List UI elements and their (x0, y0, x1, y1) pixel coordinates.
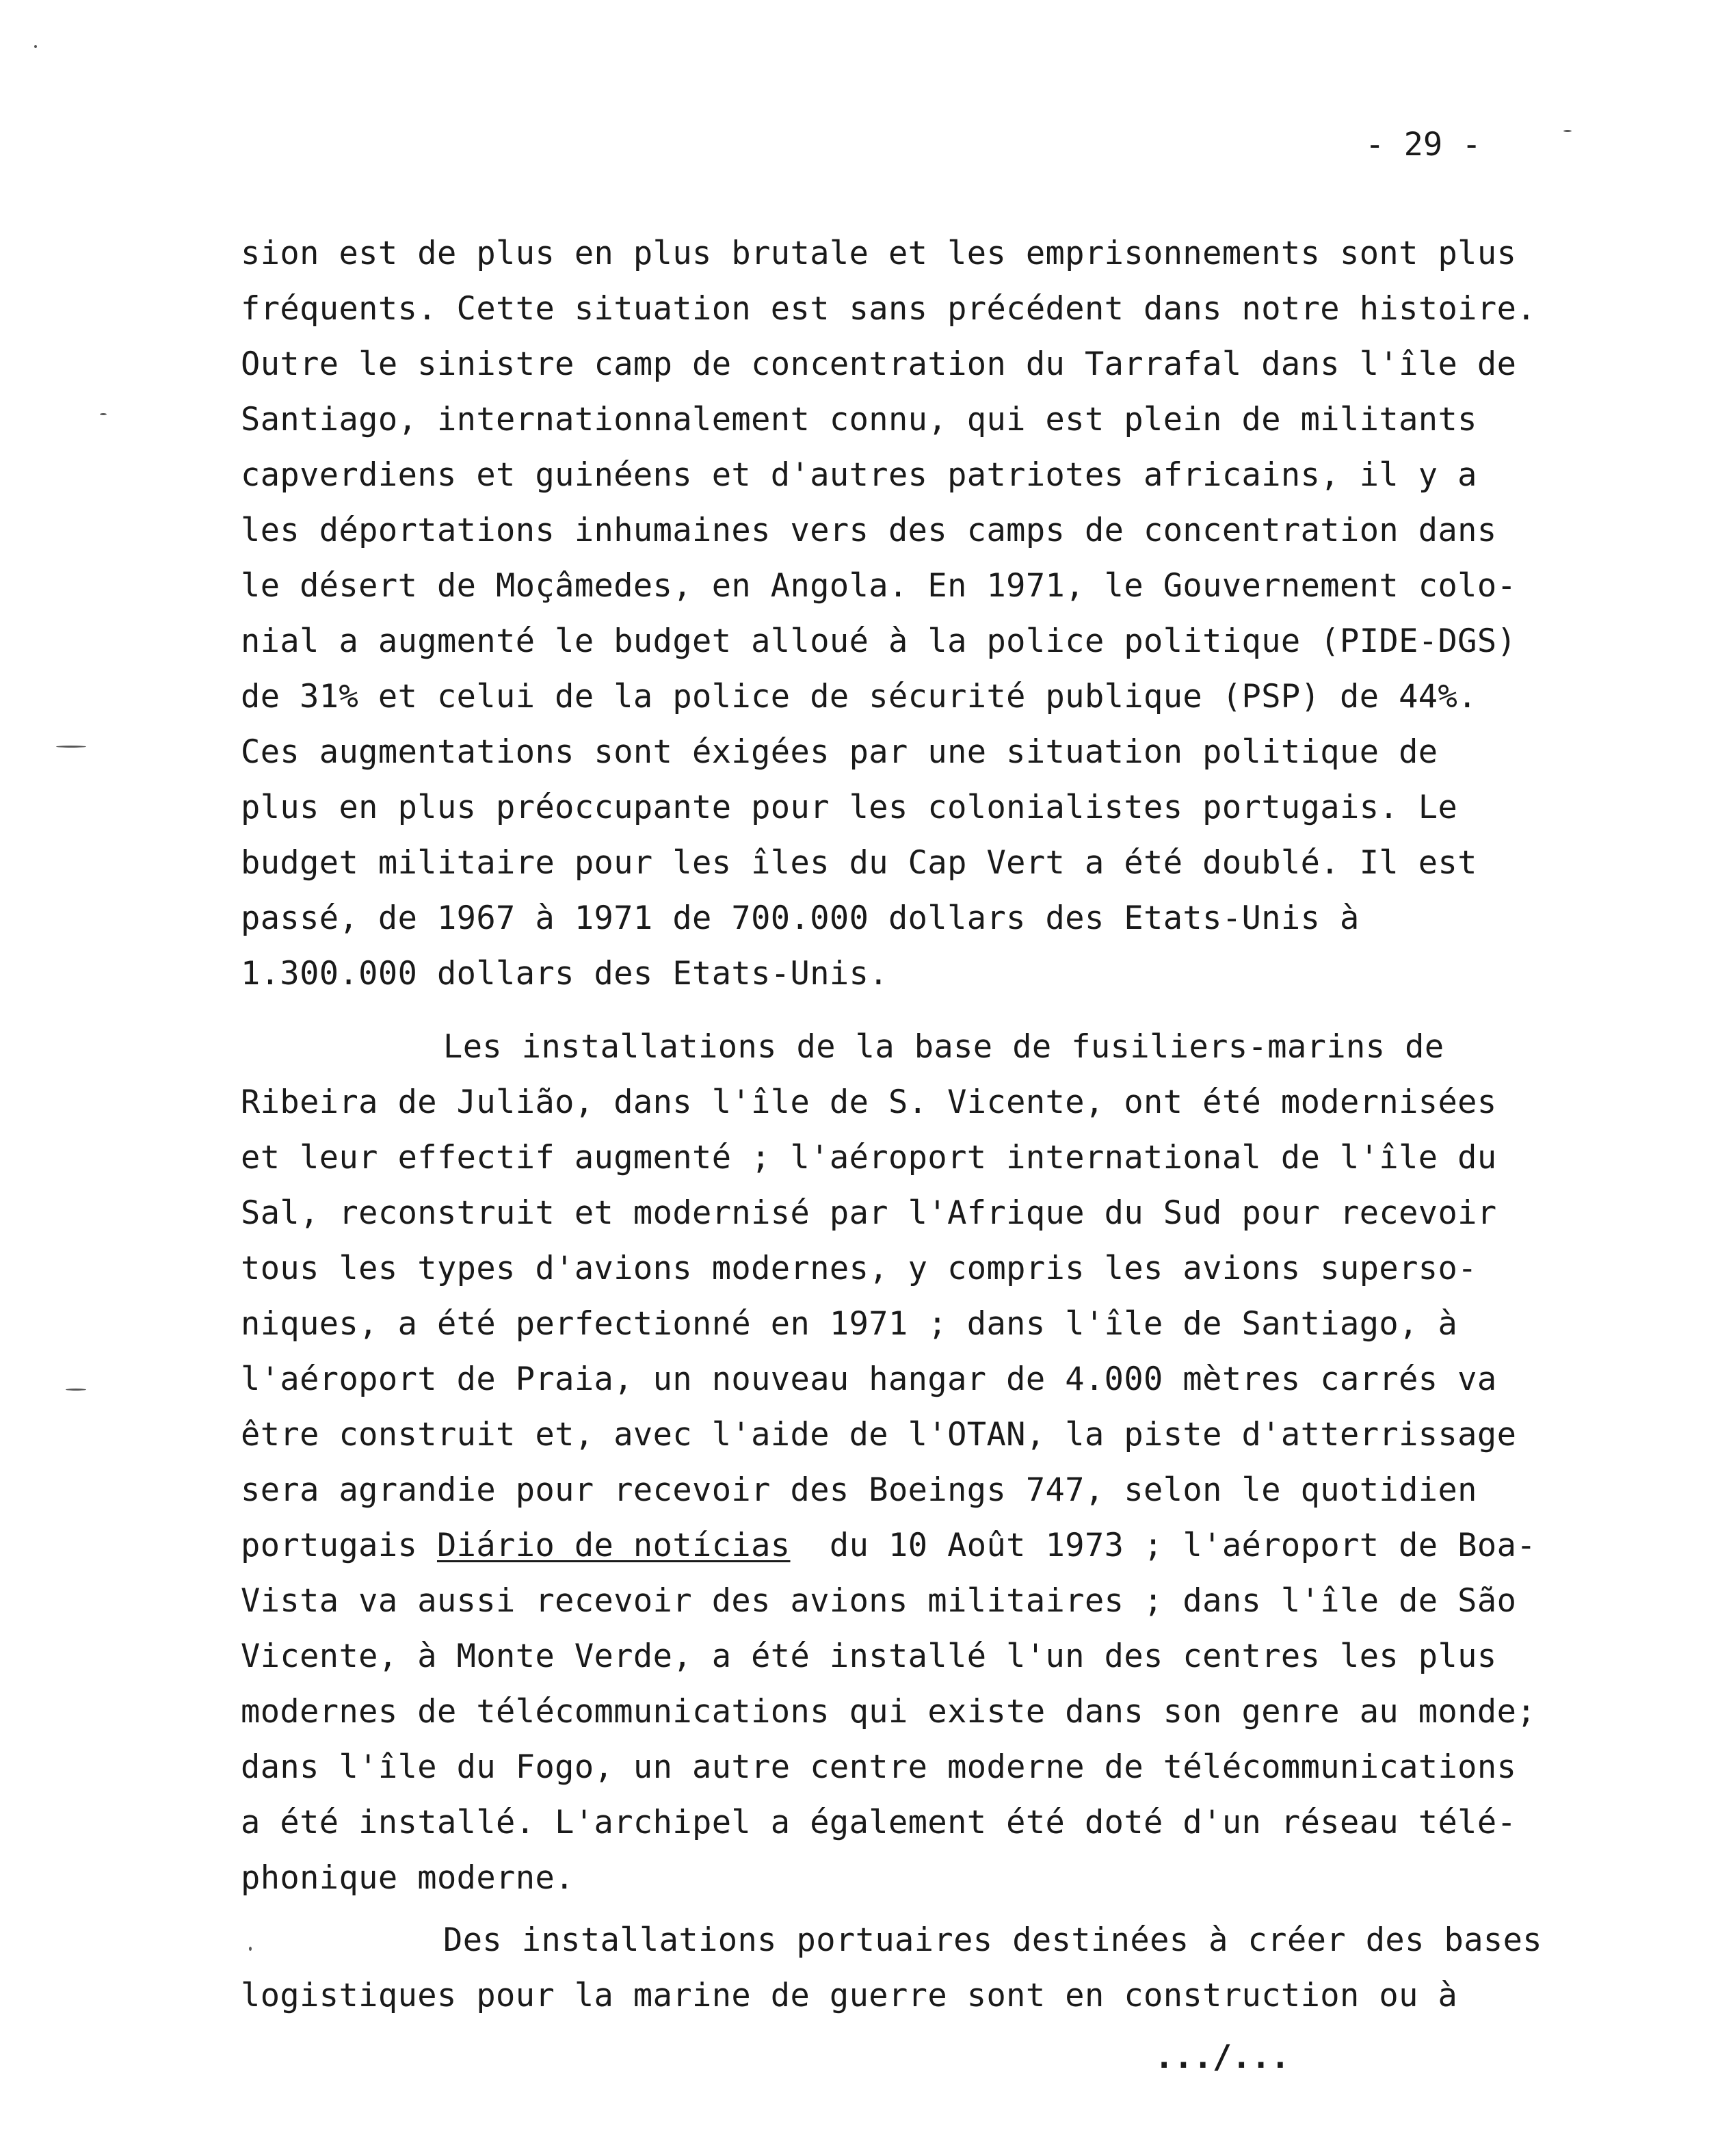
text-line: 1.300.000 dollars des Etats-Unis. (241, 955, 888, 992)
text-segment: du 10 Août 1973 ; l'aéroport de Boa- (790, 1527, 1536, 1564)
text-line: nial a augmenté le budget alloué à la police politique (PIDE-DGS) (241, 622, 1517, 660)
newspaper-title: Diário de notícias (436, 1527, 791, 1564)
page-number: - 29 - (1365, 126, 1481, 163)
text-line: tous les types d'avions modernes, y compris les avions superso- (241, 1250, 1477, 1287)
scan-speck (249, 1947, 252, 1951)
paragraph-1 (241, 226, 1581, 1001)
text-line: Sal, reconstruit et modernisé par l'Afrique du Sud pour recevoir (241, 1194, 1497, 1232)
text-line: logistiques pour la marine de guerre sont en construction ou à (241, 1977, 1458, 2014)
text-line: l'aéroport de Praia, un nouveau hangar de 4.000 mètres carrés va (241, 1360, 1497, 1398)
text-segment: portugais (241, 1527, 437, 1564)
text-line: a été installé. L'archipel a également été doté d'un réseau télé- (241, 1804, 1517, 1841)
paragraph-3 (241, 1912, 1581, 2023)
text-line: Ribeira de Julião, dans l'île de S. Vicente, ont été modernisées (241, 1083, 1497, 1121)
text-line: être construit et, avec l'aide de l'OTAN, la piste d'atterrissage (241, 1416, 1517, 1454)
scan-speck (66, 1389, 86, 1391)
text-line: modernes de télécommunications qui existe dans son genre au monde; (241, 1693, 1536, 1731)
text-line: sera agrandie pour recevoir des Boeings 747, selon le quotidien (241, 1471, 1477, 1509)
text-line: les déportations inhumaines vers des camps de concentration dans (241, 512, 1497, 549)
text-line: et leur effectif augmenté ; l'aéroport international de l'île du (241, 1139, 1497, 1176)
text-line: Outre le sinistre camp de concentration du Tarrafal dans l'île de (241, 345, 1517, 383)
scan-speck (100, 413, 107, 415)
text-line: Vista va aussi recevoir des avions militaires ; dans l'île de São (241, 1582, 1517, 1620)
continuation-marker: .../... (1154, 2038, 1291, 2076)
text-line: dans l'île du Fogo, un autre centre moderne de télécommunications (241, 1748, 1517, 1786)
text-line: le désert de Moçâmedes, en Angola. En 1971, le Gouvernement colo- (241, 567, 1517, 605)
text-line: fréquents. Cette situation est sans précédent dans notre histoire. (241, 290, 1536, 328)
text-line: budget militaire pour les îles du Cap Vert a été doublé. Il est (241, 844, 1477, 882)
text-line: Des installations portuaires destinées à créer des bases (443, 1921, 1542, 1959)
text-line-with-title (241, 1518, 1581, 1573)
text-line: Les installations de la base de fusiliers-marins de (443, 1028, 1444, 1066)
text-line: passé, de 1967 à 1971 de 700.000 dollars des Etats-Unis à (241, 899, 1360, 937)
text-line: niques, a été perfectionné en 1971 ; dans l'île de Santiago, à (241, 1305, 1458, 1343)
text-line: capverdiens et guinéens et d'autres patriotes africains, il y a (241, 456, 1477, 494)
scan-speck (1563, 130, 1572, 132)
scan-speck (56, 746, 86, 748)
text-line: Vicente, à Monte Verde, a été installé l'un des centres les plus (241, 1638, 1497, 1675)
text-line: phonique moderne. (241, 1859, 574, 1897)
text-line: de 31% et celui de la police de sécurité publique (PSP) de 44%. (241, 678, 1477, 715)
paragraph-2 (241, 1019, 1581, 1906)
scan-speck (34, 45, 37, 48)
text-line: sion est de plus en plus brutale et les emprisonnements sont plus (241, 235, 1517, 272)
text-line: Ces augmentations sont éxigées par une situation politique de (241, 733, 1438, 771)
text-line: plus en plus préoccupante pour les colonialistes portugais. Le (241, 789, 1458, 826)
text-line: Santiago, internationnalement connu, qui est plein de militants (241, 401, 1477, 438)
